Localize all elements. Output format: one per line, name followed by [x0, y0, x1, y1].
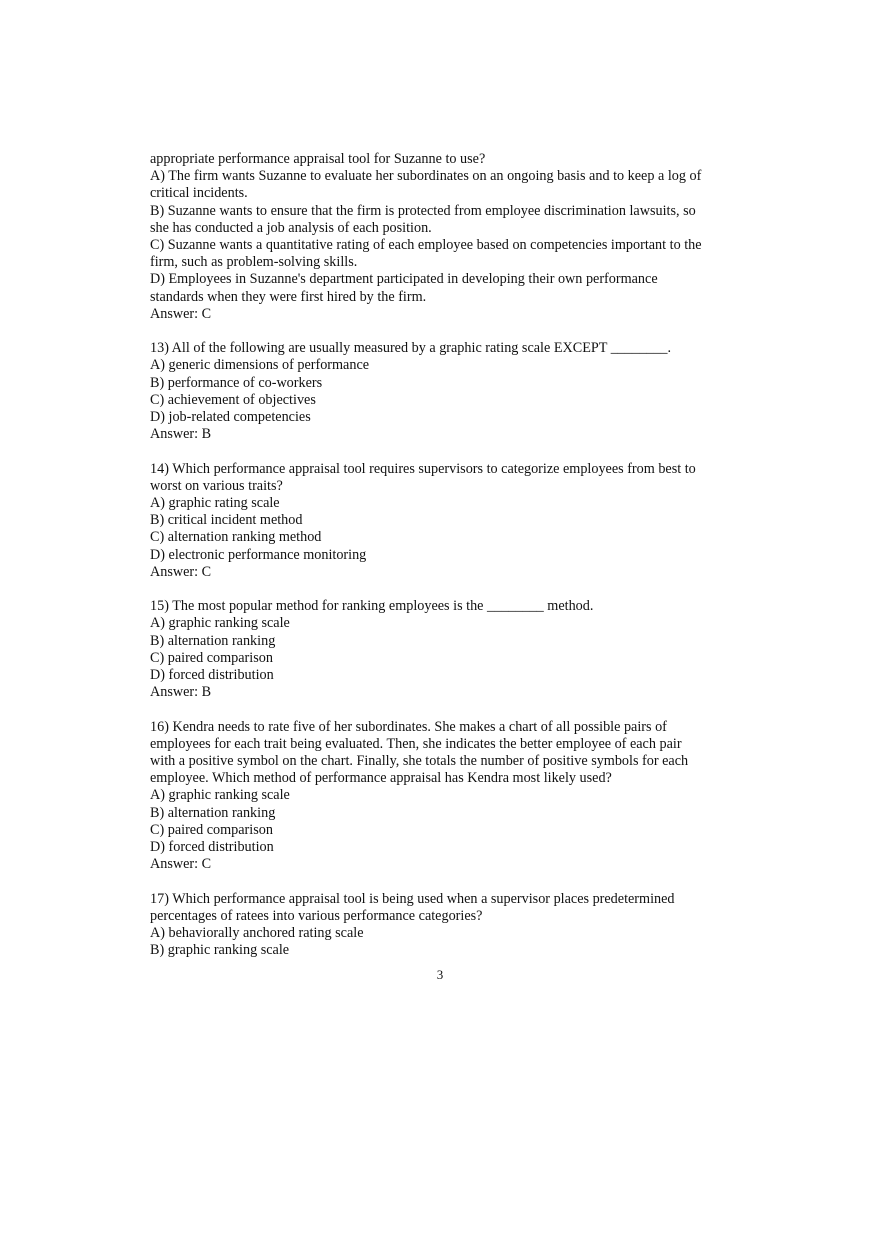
option-c: C) paired comparison — [150, 649, 273, 666]
option-c: C) Suzanne wants a quantitative rating of each employee based on competencies important to the — [150, 237, 702, 254]
option-a: A) The firm wants Suzanne to evaluate her subordinates on an ongoing basis and to keep a log of — [150, 168, 702, 185]
option-d: D) Employees in Suzanne's department participated in developing their own performance — [150, 271, 658, 288]
question-text: 16) Kendra needs to rate five of her subordinates. She makes a chart of all possible pairs of — [150, 718, 667, 735]
question-text-cont: employee. Which method of performance appraisal has Kendra most likely used? — [150, 770, 612, 787]
option-b: B) alternation ranking — [150, 804, 276, 821]
question-text: 17) Which performance appraisal tool is being used when a supervisor places predetermined — [150, 890, 675, 907]
option-d: D) electronic performance monitoring — [150, 546, 367, 563]
answer: Answer: C — [150, 305, 212, 322]
question-text: 15) The most popular method for ranking employees is the ________ method. — [150, 598, 594, 615]
question-text: 14) Which performance appraisal tool requires supervisors to categorize employees from best to — [150, 460, 696, 477]
question-12-continued — [150, 151, 740, 323]
question-14 — [150, 461, 740, 581]
option-d: D) forced distribution — [150, 839, 274, 856]
answer: Answer: C — [150, 856, 212, 873]
question-16 — [150, 719, 740, 874]
question-text-cont: percentages of ratees into various performance categories? — [150, 907, 483, 924]
option-b: B) alternation ranking — [150, 632, 276, 649]
option-c-cont: firm, such as problem-solving skills. — [150, 254, 358, 271]
option-a: A) generic dimensions of performance — [150, 357, 370, 374]
answer: Answer: B — [150, 684, 212, 701]
option-b: B) graphic ranking scale — [150, 942, 290, 959]
option-c: C) alternation ranking method — [150, 529, 322, 546]
question-text: 13) All of the following are usually measured by a graphic rating scale EXCEPT ________. — [150, 340, 672, 357]
answer: Answer: B — [150, 426, 212, 443]
option-a: A) graphic rating scale — [150, 495, 280, 512]
option-c: C) paired comparison — [150, 821, 273, 838]
option-d: D) job-related competencies — [150, 409, 311, 426]
option-b: B) critical incident method — [150, 512, 303, 529]
option-b: B) performance of co-workers — [150, 374, 323, 391]
option-a: A) behaviorally anchored rating scale — [150, 925, 364, 942]
question-15 — [150, 598, 740, 701]
option-b: B) Suzanne wants to ensure that the firm is protected from employee discrimination lawsuits, so — [150, 202, 696, 219]
option-b-cont: she has conducted a job analysis of each position. — [150, 219, 432, 236]
option-c: C) achievement of objectives — [150, 391, 316, 408]
option-d: D) forced distribution — [150, 667, 274, 684]
option-a-cont: critical incidents. — [150, 185, 248, 202]
question-17 — [150, 891, 740, 960]
option-d-cont: standards when they were first hired by the firm. — [150, 288, 427, 305]
option-a: A) graphic ranking scale — [150, 615, 290, 632]
question-text-cont: worst on various traits? — [150, 477, 283, 494]
page-number: 3 — [436, 967, 444, 982]
question-text-cont: employees for each trait being evaluated. Then, she indicates the better employee of each pair — [150, 735, 682, 752]
answer: Answer: C — [150, 563, 212, 580]
document-body — [150, 151, 740, 977]
question-13 — [150, 340, 740, 443]
question-text-cont: with a positive symbol on the chart. Finally, she totals the number of positive symbols for each — [150, 753, 689, 770]
question-text: appropriate performance appraisal tool for Suzanne to use? — [150, 151, 486, 167]
option-a: A) graphic ranking scale — [150, 787, 290, 804]
